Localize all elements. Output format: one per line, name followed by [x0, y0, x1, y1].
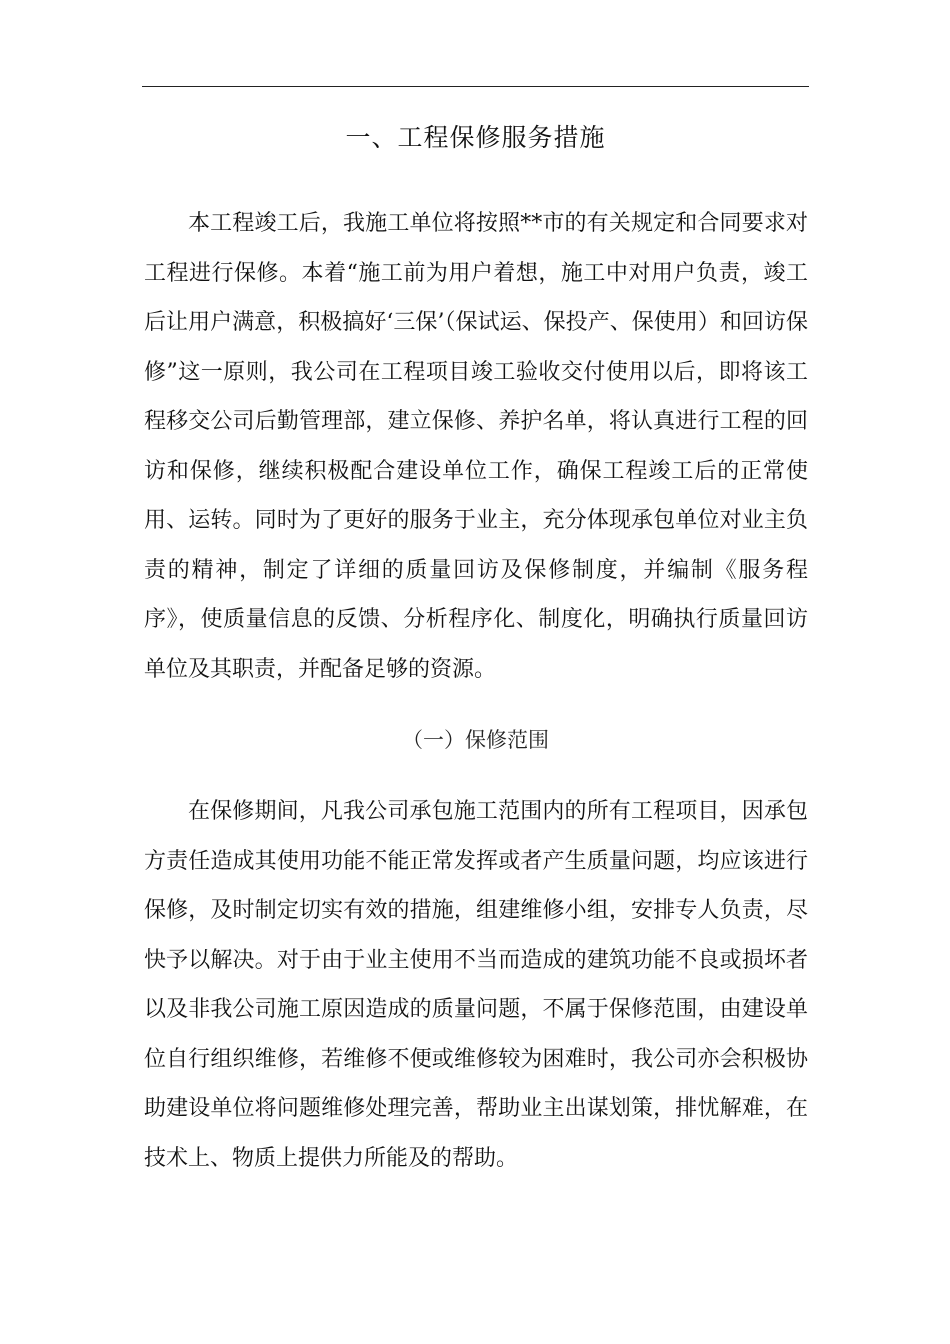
- section-heading-warranty-scope: （一）保修范围: [402, 728, 549, 752]
- paragraph-warranty-scope: 在保修期间，凡我公司承包施工范围内的所有工程项目，因承包方责任造成其使用功能不能正常发挥或者产生质量问题，均应该进行保修，及时制定切实有效的措施，组建维修小组，安排专人负责，尽快予以解决。对于由于业主使用不当而造成的建筑功能不良或损坏者以及非我公司施工原因造成的质量问题，不属于保修范围，由建设单位自行组织维修，若维修不便或维修较为困难时，我公司亦会积极协助建设单位将问题维修处理完善，帮助业主出谋划策，排忧解难，在技术上、物质上提供力所能及的帮助。: [144, 799, 808, 1171]
- header-rule: [142, 86, 809, 87]
- paragraph-intro: 本工程竣工后，我施工单位将按照**市的有关规定和合同要求对工程进行保修。本着“施工前为用户着想，施工中对用户负责，竣工后让用户满意，积极搞好‘三保’（保试运、保投产、保使用）和回访保修”这一原则，我公司在工程项目竣工验收交付使用以后，即将该工程移交公司后勤管理部，建立保修、养护名单，将认真进行工程的回访和保修，继续积极配合建设单位工作，确保工程竣工后的正常使用、运转。同时为了更好的服务于业主，充分体现承包单位对业主负责的精神，制定了详细的质量回访及保修制度，并编制《服务程序》，使质量信息的反馈、分析程序化、制度化，明确执行质量回访单位及其职责，并配备足够的资源。: [144, 211, 808, 682]
- document-title: 一、工程保修服务措施: [345, 123, 606, 152]
